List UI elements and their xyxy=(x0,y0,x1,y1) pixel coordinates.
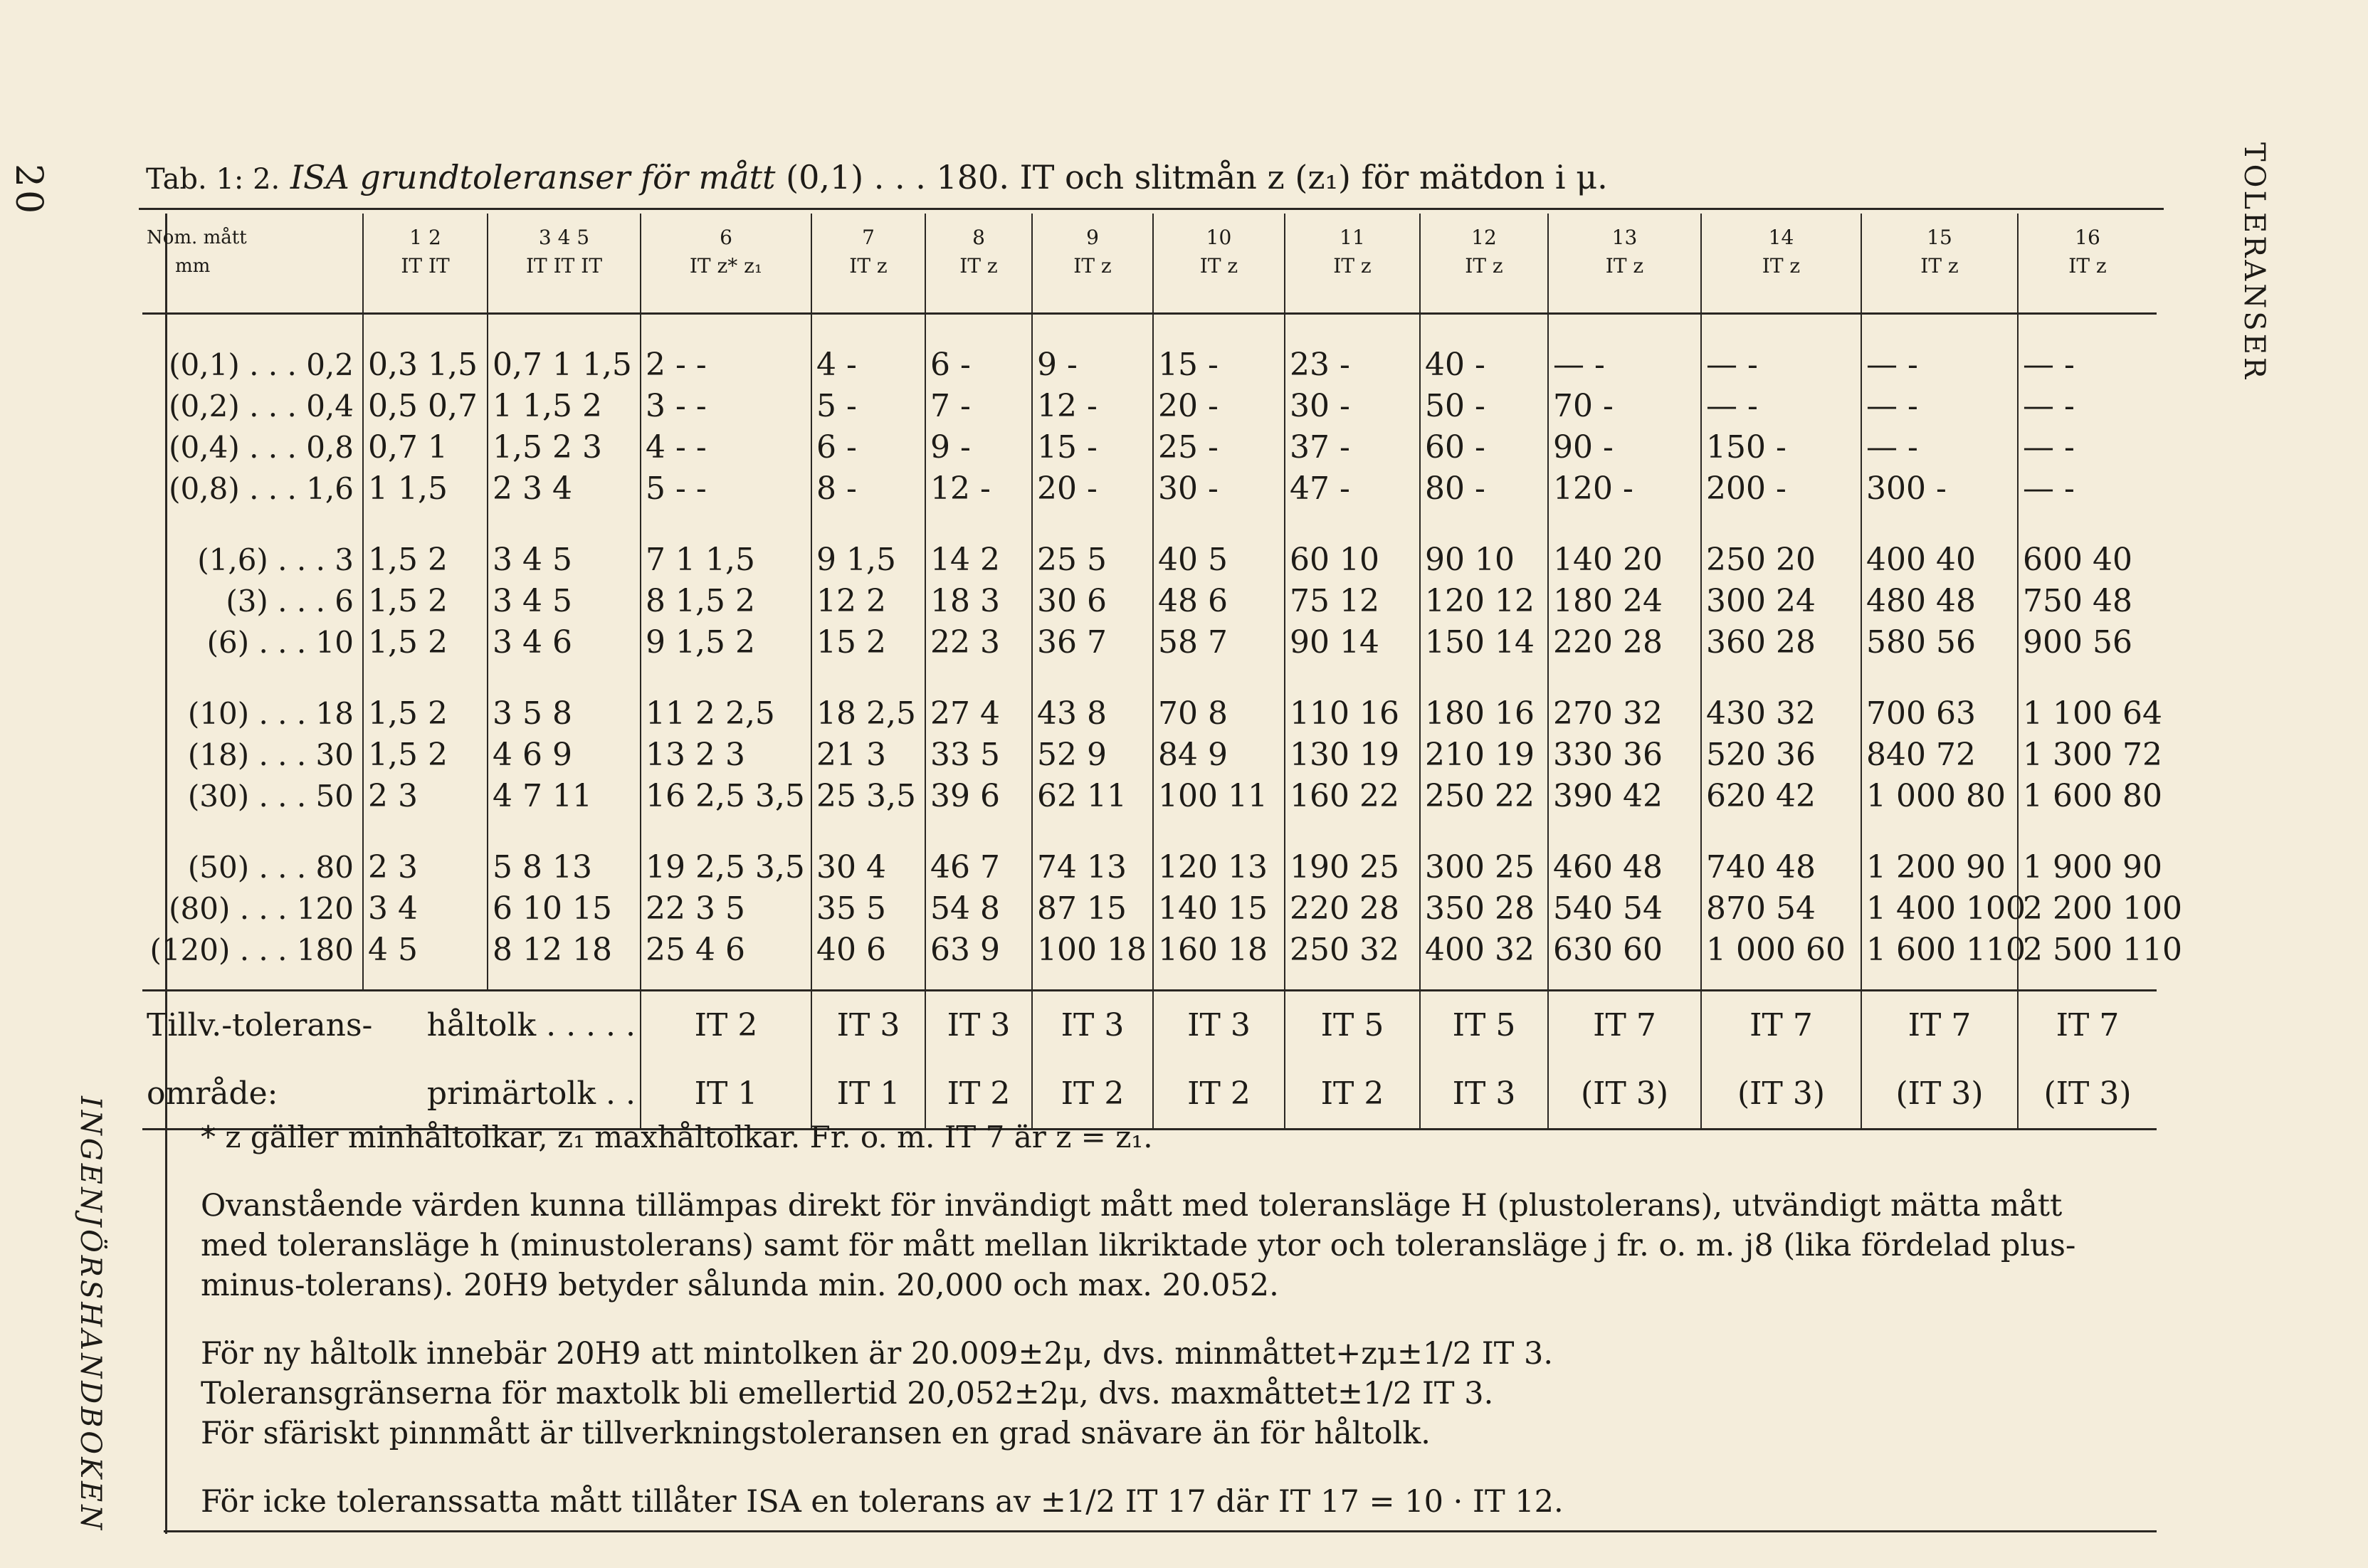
table-cell: 13 2 3 xyxy=(641,735,811,776)
allowance-cell: (IT 3) xyxy=(2018,1060,2157,1130)
table-cell: 3 4 5 xyxy=(488,510,641,581)
table-cell: 1 000 80 xyxy=(1861,776,2018,817)
allowance-cell: (IT 3) xyxy=(1861,1060,2018,1130)
table-cell: 22 3 xyxy=(925,622,1032,663)
table-cell: 40 5 xyxy=(1153,510,1285,581)
allowance-cell: IT 3 xyxy=(925,990,1032,1060)
grade-header-13: 16 IT z xyxy=(2018,214,2157,313)
table-cell: 300 24 xyxy=(1701,581,1861,622)
grade-header-10: 13 IT z xyxy=(1548,214,1701,313)
allowance-cell: IT 3 xyxy=(1032,990,1153,1060)
table-cell: 2 500 110 xyxy=(2018,930,2157,991)
table-cell: 140 20 xyxy=(1548,510,1701,581)
grade-header-3: 6 IT z* z₁ xyxy=(641,214,811,313)
table-cell: 60 - xyxy=(1420,427,1548,468)
nominal-size-cell: (10) . . . 18 xyxy=(187,695,354,731)
table-cell: 20 - xyxy=(1032,468,1153,510)
section-running-head: TOLERANSER xyxy=(2238,142,2270,382)
nominal-size-cell: (1,6) . . . 3 xyxy=(197,542,354,577)
table-row xyxy=(142,663,2157,735)
table-cell: 16 2,5 3,5 xyxy=(641,776,811,817)
table-cell: 9 - xyxy=(1032,313,1153,386)
table-cell: 9 - xyxy=(925,427,1032,468)
note-paragraph-2c: För sfäriskt pinnmått är tillverkningstoleransen en grad snävare än för håltolk. xyxy=(201,1416,1431,1451)
table-cell: 87 15 xyxy=(1032,888,1153,930)
table-cell: 5 - - xyxy=(641,468,811,510)
table-cell: 210 19 xyxy=(1420,735,1548,776)
table-cell: 160 18 xyxy=(1153,930,1285,991)
table-cell: 60 10 xyxy=(1285,510,1420,581)
table-cell: 14 2 xyxy=(925,510,1032,581)
table-cell: 90 14 xyxy=(1285,622,1420,663)
table-cell: 2 3 4 xyxy=(488,468,641,510)
table-cell: 1 300 72 xyxy=(2018,735,2157,776)
table-cell: 90 10 xyxy=(1420,510,1548,581)
nominal-size-cell: (0,2) . . . 0,4 xyxy=(169,388,354,423)
table-cell: 1 900 90 xyxy=(2018,817,2157,888)
allowance-cell: IT 2 xyxy=(925,1060,1032,1130)
table-cell: 0,5 0,7 xyxy=(363,386,488,427)
allowance-label: område: primärtolk . . xyxy=(147,1075,636,1112)
nominal-size-cell: (80) . . . 120 xyxy=(169,890,354,926)
table-cell: — - xyxy=(2018,386,2157,427)
table-cell: 3 - - xyxy=(641,386,811,427)
table-cell: 180 24 xyxy=(1548,581,1701,622)
table-cell: 3 4 5 xyxy=(488,581,641,622)
table-cell: 50 - xyxy=(1420,386,1548,427)
table-cell: 63 9 xyxy=(925,930,1032,991)
table-cell: 100 18 xyxy=(1032,930,1153,991)
table-cell: 15 - xyxy=(1032,427,1153,468)
table-row xyxy=(142,930,2157,991)
allowance-label: Tillv.-tolerans- håltolk . . . . . xyxy=(147,1006,636,1043)
allowance-cell: IT 1 xyxy=(641,1060,811,1130)
table-cell: 220 28 xyxy=(1548,622,1701,663)
table-cell: 4 - xyxy=(811,313,925,386)
nominal-size-cell: (120) . . . 180 xyxy=(149,932,354,967)
table-row xyxy=(142,468,2157,510)
table-cell: 630 60 xyxy=(1548,930,1701,991)
table-cell: 9 1,5 2 xyxy=(641,622,811,663)
table-cell: 48 6 xyxy=(1153,581,1285,622)
table-cell: 2 200 100 xyxy=(2018,888,2157,930)
table-cell: 25 5 xyxy=(1032,510,1153,581)
grade-header-9: 12 IT z xyxy=(1420,214,1548,313)
table-cell: 250 22 xyxy=(1420,776,1548,817)
table-cell: 7 - xyxy=(925,386,1032,427)
table-cell: 130 19 xyxy=(1285,735,1420,776)
grade-header-5: 8 IT z xyxy=(925,214,1032,313)
table-title-italic: ISA grundtoleranser för mått xyxy=(290,158,776,196)
table-cell: 1,5 2 3 xyxy=(488,427,641,468)
table-cell: 390 42 xyxy=(1548,776,1701,817)
table-cell: 220 28 xyxy=(1285,888,1420,930)
footnote-z: * z gäller minhåltolkar, z₁ maxhåltolkar. Fr. o. m. IT 7 är z = z₁. xyxy=(201,1120,1153,1154)
table-cell: 1,5 2 xyxy=(363,622,488,663)
table-cell: 600 40 xyxy=(2018,510,2157,581)
table-cell: — - xyxy=(1701,386,1861,427)
table-cell: 36 7 xyxy=(1032,622,1153,663)
table-cell: 4 5 xyxy=(363,930,488,991)
table-row xyxy=(142,581,2157,622)
table-cell: — - xyxy=(1701,313,1861,386)
allowance-cell: IT 1 xyxy=(811,1060,925,1130)
grade-header-1: 1 2 IT IT xyxy=(363,214,488,313)
table-cell: 400 40 xyxy=(1861,510,2018,581)
table-cell: 39 6 xyxy=(925,776,1032,817)
table-cell: 62 11 xyxy=(1032,776,1153,817)
table-cell: 8 - xyxy=(811,468,925,510)
table-cell: 6 10 15 xyxy=(488,888,641,930)
table-cell: 15 2 xyxy=(811,622,925,663)
table-cell: 70 - xyxy=(1548,386,1701,427)
table-cell: 1 100 64 xyxy=(2018,663,2157,735)
nominal-size-cell: (6) . . . 10 xyxy=(206,624,354,660)
table-cell: 180 16 xyxy=(1420,663,1548,735)
table-cell: 190 25 xyxy=(1285,817,1420,888)
grade-header-12: 15 IT z xyxy=(1861,214,2018,313)
nominal-size-cell: (0,8) . . . 1,6 xyxy=(169,470,354,506)
table-cell: 160 22 xyxy=(1285,776,1420,817)
table-cell: 2 3 xyxy=(363,817,488,888)
allowance-cell: IT 2 xyxy=(1153,1060,1285,1130)
table-cell: 4 - - xyxy=(641,427,811,468)
grade-header-6: 9 IT z xyxy=(1032,214,1153,313)
table-row xyxy=(142,313,2157,386)
grade-header-11: 14 IT z xyxy=(1701,214,1861,313)
table-cell: 70 8 xyxy=(1153,663,1285,735)
table-cell: 19 2,5 3,5 xyxy=(641,817,811,888)
table-cell: 12 - xyxy=(1032,386,1153,427)
note-paragraph-2a: För ny håltolk innebär 20H9 att mintolken är 20.009±2μ, dvs. minmåttet+zμ±1/2 IT 3. xyxy=(201,1336,1554,1372)
table-cell: 7 1 1,5 xyxy=(641,510,811,581)
table-cell: 25 4 6 xyxy=(641,930,811,991)
table-caption xyxy=(146,158,1608,196)
table-cell: — - xyxy=(2018,468,2157,510)
table-cell: 0,7 1 xyxy=(363,427,488,468)
allowance-cell: IT 5 xyxy=(1420,990,1548,1060)
table-cell: 80 - xyxy=(1420,468,1548,510)
table-cell: 23 - xyxy=(1285,313,1420,386)
grade-header-8: 11 IT z xyxy=(1285,214,1420,313)
table-cell: 46 7 xyxy=(925,817,1032,888)
table-number: Tab. 1: 2. xyxy=(146,163,280,196)
table-row xyxy=(142,776,2157,817)
table-cell: 3 4 6 xyxy=(488,622,641,663)
table-cell: 47 - xyxy=(1285,468,1420,510)
table-cell: 250 20 xyxy=(1701,510,1861,581)
table-cell: 30 4 xyxy=(811,817,925,888)
table-cell: 58 7 xyxy=(1153,622,1285,663)
nominal-size-cell: (18) . . . 30 xyxy=(187,737,354,772)
nominal-size-cell: (30) . . . 50 xyxy=(187,778,354,814)
allowance-cell: IT 3 xyxy=(1420,1060,1548,1130)
table-cell: 30 6 xyxy=(1032,581,1153,622)
table-cell: 270 32 xyxy=(1548,663,1701,735)
nominal-size-cell: (0,1) . . . 0,2 xyxy=(169,347,354,382)
note-paragraph-1: Ovanstående värden kunna tillämpas direkt för invändigt mått med toleransläge H (plustolerans), utvändigt mätta mått med toleransläge h (minustolerans) samt för mått mellan likriktade ytor och toleransläge j fr. o. m. j8 (lika fördelad plus-minus-tolerans). 20H9 betyder sålunda min. 20,000 och max. 20.052. xyxy=(201,1188,2076,1303)
table-cell: 2 3 xyxy=(363,776,488,817)
table-cell: 40 6 xyxy=(811,930,925,991)
grade-header-2: 3 4 5 IT IT IT xyxy=(488,214,641,313)
table-cell: 480 48 xyxy=(1861,581,2018,622)
allowance-cell: IT 3 xyxy=(1153,990,1285,1060)
table-cell: 27 4 xyxy=(925,663,1032,735)
allowance-cell: IT 3 xyxy=(811,990,925,1060)
table-cell: 840 72 xyxy=(1861,735,2018,776)
table-cell: 20 - xyxy=(1153,386,1285,427)
table-cell: 6 - xyxy=(925,313,1032,386)
table-row xyxy=(142,817,2157,888)
table-cell: 22 3 5 xyxy=(641,888,811,930)
table-cell: 1,5 2 xyxy=(363,510,488,581)
page-number: 20 xyxy=(7,164,50,217)
table-cell: 300 25 xyxy=(1420,817,1548,888)
table-cell: 580 56 xyxy=(1861,622,2018,663)
table-cell: 25 - xyxy=(1153,427,1285,468)
table-cell: 700 63 xyxy=(1861,663,2018,735)
table-cell: — - xyxy=(1861,313,2018,386)
caption-rule xyxy=(139,208,2164,210)
book-running-head: INGENJÖRSHANDBOKEN xyxy=(74,1096,107,1533)
table-row xyxy=(142,622,2157,663)
table-cell: 1 200 90 xyxy=(1861,817,2018,888)
nominal-size-cell: (0,4) . . . 0,8 xyxy=(169,429,354,465)
table-cell: 350 28 xyxy=(1420,888,1548,930)
table-cell: 8 1,5 2 xyxy=(641,581,811,622)
allowance-row-1 xyxy=(142,990,2157,1060)
table-cell: 870 54 xyxy=(1701,888,1861,930)
table-cell: 150 - xyxy=(1701,427,1861,468)
table-cell: 1,5 2 xyxy=(363,581,488,622)
table-cell: 430 32 xyxy=(1701,663,1861,735)
table-cell: 1,5 2 xyxy=(363,663,488,735)
table-cell: 21 3 xyxy=(811,735,925,776)
table-cell: 4 7 11 xyxy=(488,776,641,817)
table-cell: 400 32 xyxy=(1420,930,1548,991)
allowance-cell: IT 2 xyxy=(641,990,811,1060)
table-cell: — - xyxy=(1548,313,1701,386)
allowance-cell: IT 7 xyxy=(1548,990,1701,1060)
allowance-cell: IT 2 xyxy=(1285,1060,1420,1130)
table-cell: 52 9 xyxy=(1032,735,1153,776)
table-cell: 37 - xyxy=(1285,427,1420,468)
allowance-cell: IT 5 xyxy=(1285,990,1420,1060)
table-cell: 1 600 110 xyxy=(1861,930,2018,991)
table-cell: 90 - xyxy=(1548,427,1701,468)
table-header-row xyxy=(142,214,2157,313)
table-cell: 0,3 1,5 xyxy=(363,313,488,386)
table-row xyxy=(142,888,2157,930)
table-cell: 18 3 xyxy=(925,581,1032,622)
table-cell: 2 - - xyxy=(641,313,811,386)
allowance-cell: IT 2 xyxy=(1032,1060,1153,1130)
table-cell: 30 - xyxy=(1153,468,1285,510)
table-cell: 1 1,5 2 xyxy=(488,386,641,427)
table-cell: 330 36 xyxy=(1548,735,1701,776)
table-cell: 12 2 xyxy=(811,581,925,622)
table-cell: 5 8 13 xyxy=(488,817,641,888)
table-cell: — - xyxy=(1861,427,2018,468)
table-cell: 3 5 8 xyxy=(488,663,641,735)
nominal-size-header: Nom. mått mm xyxy=(147,227,247,277)
allowance-cell: IT 7 xyxy=(1701,990,1861,1060)
table-cell: 540 54 xyxy=(1548,888,1701,930)
table-cell: 74 13 xyxy=(1032,817,1153,888)
table-cell: 120 - xyxy=(1548,468,1701,510)
table-cell: — - xyxy=(2018,313,2157,386)
table-cell: 200 - xyxy=(1701,468,1861,510)
table-cell: 0,7 1 1,5 xyxy=(488,313,641,386)
grade-header-7: 10 IT z xyxy=(1153,214,1285,313)
table-cell: 100 11 xyxy=(1153,776,1285,817)
table-cell: 1 000 60 xyxy=(1701,930,1861,991)
allowance-cell: (IT 3) xyxy=(1548,1060,1701,1130)
table-cell: 12 - xyxy=(925,468,1032,510)
table-cell: 35 5 xyxy=(811,888,925,930)
allowance-cell: IT 7 xyxy=(1861,990,2018,1060)
table-cell: 8 12 18 xyxy=(488,930,641,991)
table-cell: 250 32 xyxy=(1285,930,1420,991)
table-cell: 84 9 xyxy=(1153,735,1285,776)
table-cell: 1,5 2 xyxy=(363,735,488,776)
note-paragraph-3: För icke toleranssatta mått tillåter ISA en tolerans av ±1/2 IT 17 där IT 17 = 10 · IT 12. xyxy=(201,1484,1564,1520)
table-cell: 460 48 xyxy=(1548,817,1701,888)
table-cell: 150 14 xyxy=(1420,622,1548,663)
bottom-rule xyxy=(164,1530,2157,1532)
tolerance-table xyxy=(142,214,2182,1130)
table-body xyxy=(142,214,2182,1129)
table-cell: 43 8 xyxy=(1032,663,1153,735)
table-cell: 360 28 xyxy=(1701,622,1861,663)
table-cell: 15 - xyxy=(1153,313,1285,386)
table-cell: 900 56 xyxy=(2018,622,2157,663)
table-cell: 5 - xyxy=(811,386,925,427)
nominal-size-cell: (3) . . . 6 xyxy=(226,583,354,619)
table-row xyxy=(142,427,2157,468)
table-row xyxy=(142,386,2157,427)
table-cell: 33 5 xyxy=(925,735,1032,776)
table-cell: 110 16 xyxy=(1285,663,1420,735)
table-cell: 120 12 xyxy=(1420,581,1548,622)
table-cell: 25 3,5 xyxy=(811,776,925,817)
grade-header-4: 7 IT z xyxy=(811,214,925,313)
nominal-size-cell: (50) . . . 80 xyxy=(187,849,354,885)
table-row xyxy=(142,735,2157,776)
table-cell: 1 400 100 xyxy=(1861,888,2018,930)
note-paragraph-2b: Toleransgränserna för maxtolk bli emellertid 20,052±2μ, dvs. maxmåttet±1/2 IT 3. xyxy=(201,1376,1494,1411)
notes xyxy=(201,1117,2122,1522)
table-cell: — - xyxy=(2018,427,2157,468)
table-cell: 140 15 xyxy=(1153,888,1285,930)
table-cell: 54 8 xyxy=(925,888,1032,930)
table-cell: — - xyxy=(1861,386,2018,427)
table-cell: 4 6 9 xyxy=(488,735,641,776)
table-row xyxy=(142,510,2157,581)
table-cell: 740 48 xyxy=(1701,817,1861,888)
table-cell: 520 36 xyxy=(1701,735,1861,776)
table-cell: 11 2 2,5 xyxy=(641,663,811,735)
table-cell: 18 2,5 xyxy=(811,663,925,735)
table-cell: 750 48 xyxy=(2018,581,2157,622)
table-cell: 300 - xyxy=(1861,468,2018,510)
allowance-cell: IT 7 xyxy=(2018,990,2157,1060)
table-cell: 1 600 80 xyxy=(2018,776,2157,817)
table-title-rest: (0,1) . . . 180. IT och slitmån z (z₁) för mätdon i μ. xyxy=(786,158,1608,196)
table-cell: 3 4 xyxy=(363,888,488,930)
table-cell: 30 - xyxy=(1285,386,1420,427)
table-cell: 620 42 xyxy=(1701,776,1861,817)
table-cell: 1 1,5 xyxy=(363,468,488,510)
table-cell: 120 13 xyxy=(1153,817,1285,888)
table-cell: 9 1,5 xyxy=(811,510,925,581)
allowance-cell: (IT 3) xyxy=(1701,1060,1861,1130)
table-cell: 75 12 xyxy=(1285,581,1420,622)
table-cell: 40 - xyxy=(1420,313,1548,386)
table-cell: 6 - xyxy=(811,427,925,468)
